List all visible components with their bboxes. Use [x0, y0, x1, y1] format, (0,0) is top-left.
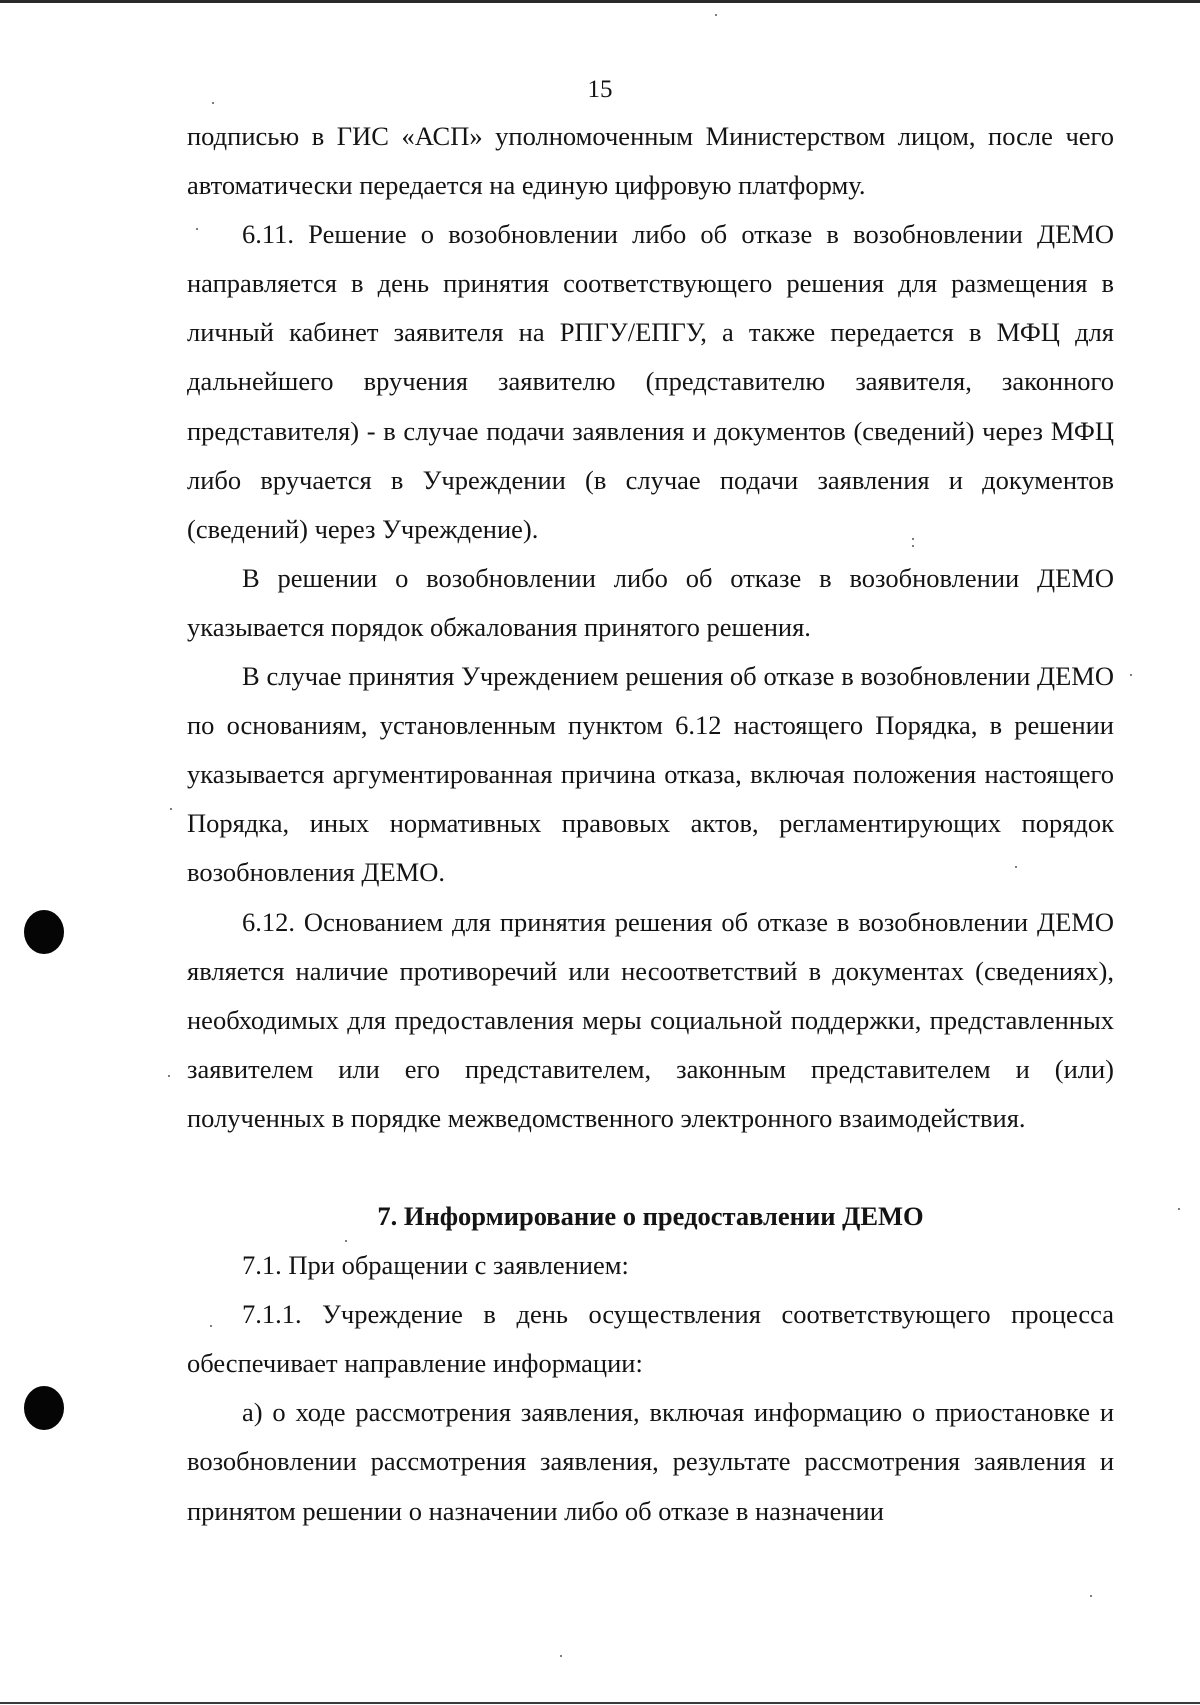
section-7-heading: 7. Информирование о предоставлении ДЕМО: [377, 1200, 924, 1231]
scan-speck: [1090, 1595, 1092, 1597]
paragraph-7-1-1: 7.1.1. Учреждение в день осуществления соответствующего процесса обеспечивает направление информации:: [187, 1299, 1114, 1379]
paragraph-6-11: 6.11. Решение о возобновлении либо об отказе в возобновлении ДЕМО направляется в день принятия соответствующего решения для размещения в личный кабинет заявителя на РПГУ/ЕПГУ, а также передается в МФЦ для дальнейшего вручения заявителю (представителю заявителя, законного представителя) - в случае подачи заявления и документов (сведений) через МФЦ либо вручается в Учреждении (в случае подачи заявления и документов (сведений) через Учреждение).: [187, 219, 1114, 544]
scan-top-edge: [0, 0, 1200, 3]
punch-hole-lower: [24, 1386, 64, 1430]
paragraph-appeal-procedure: В решении о возобновлении либо об отказе в возобновлении ДЕМО указывается порядок обжалования принятого решения.: [187, 562, 1114, 642]
paragraph-6-12: 6.12. Основанием для принятия решения об отказе в возобновлении ДЕМО является наличие противоречий или несоответствий в документах (сведениях), необходимых для предоставления меры социальной поддержки, представленных заявителем или его представителем, законным представителем и (или) полученных в порядке межведомственного электронного взаимодействия.: [187, 906, 1114, 1133]
scan-speck: [170, 808, 172, 810]
paragraph-refusal-reasons: В случае принятия Учреждением решения об отказе в возобновлении ДЕМО по основаниям, установленным пунктом 6.12 настоящего Порядка, в решении указывается аргументированная причина отказа, включая положения настоящего Порядка, иных нормативных правовых актов, регламентирующих порядок возобновления ДЕМО.: [187, 661, 1114, 888]
paragraph-7-1: 7.1. При обращении с заявлением:: [242, 1250, 629, 1281]
scan-speck: [715, 14, 717, 16]
scan-speck: [560, 1655, 562, 1657]
scan-speck: [1178, 1208, 1180, 1210]
scan-bottom-edge: [0, 1702, 1200, 1704]
punch-hole-upper: [24, 910, 64, 954]
page-number: 15: [587, 76, 613, 103]
scan-speck: [1130, 674, 1132, 676]
document-body: [187, 112, 1114, 1536]
paragraph-continuation: подписью в ГИС «АСП» уполномоченным Министерством лицом, после чего автоматически передается на единую цифровую платформу.: [187, 121, 1114, 201]
scan-speck: [168, 1075, 170, 1077]
paragraph-7-1-1-a: а) о ходе рассмотрения заявления, включая информацию о приостановке и возобновлении рассмотрения заявления, результате рассмотрения заявления и принятом решении о назначении либо об отказе в назначении: [187, 1397, 1114, 1526]
